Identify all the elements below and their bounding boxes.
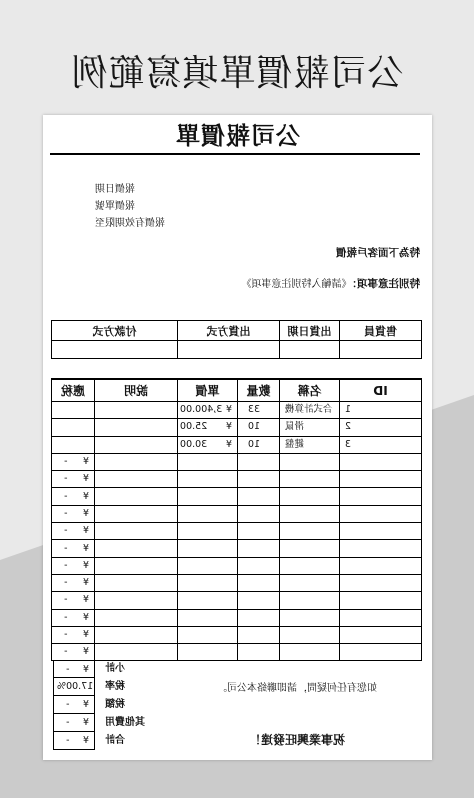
taxable-value: - [64,473,68,485]
unit-price-amount [178,402,237,418]
item-description-cell [95,488,178,505]
item-quantity-cell [238,609,280,626]
item-quantity-cell [238,523,280,540]
ship-date-header: 出貨日期 [280,321,340,341]
item-quantity-cell [238,488,280,505]
item-id-cell [340,505,422,522]
item-unit-price-cell [178,523,238,540]
item-taxable-cell [52,609,95,626]
item-taxable-cell [52,644,95,661]
other-fees-label: 其他費用 [105,717,145,728]
item-quantity-cell [238,592,280,609]
shipping-header-row [52,321,422,341]
table-row [52,557,422,574]
item-taxable-cell [52,419,95,436]
item-quantity-cell [238,540,280,557]
taxable-amount [52,627,94,643]
tax-amount-value: - [66,699,70,710]
currency-symbol: ¥ [82,629,89,640]
item-description-cell [95,505,178,522]
quote-date-label: 報價日期 [95,184,135,195]
taxable-value: - [64,456,68,468]
item-quantity-cell [238,644,280,661]
taxable-value: - [64,577,68,589]
items-body [52,402,422,661]
item-id-cell [340,644,422,661]
customer-line: 特為下面客戶報價 [336,247,420,259]
taxable-value: - [64,611,68,623]
table-row [52,471,422,488]
tax-rate-value: 17.00% [53,678,95,696]
ship-date-cell [280,341,340,359]
unit-price-value: 30.00 [180,438,208,450]
item-name-cell [280,471,340,488]
currency-symbol: ¥ [82,559,89,571]
quote-title: 公司報價單 [175,122,300,150]
item-unit-price-cell [178,505,238,522]
item-name-cell [280,523,340,540]
quote-number-label: 報價單號 [95,201,135,212]
item-id-cell [340,540,422,557]
table-row [52,488,422,505]
currency-symbol: ¥ [82,717,89,728]
ship-method-header: 出貨方式 [178,321,280,341]
quantity-header: 數量 [238,379,280,402]
item-quantity-cell [238,557,280,574]
taxable-header: 應稅 [52,379,95,402]
table-row [52,626,422,643]
unit-price-amount [178,437,237,453]
item-quantity-cell: 33 [238,402,280,419]
currency-symbol: ¥ [82,490,89,502]
item-name-cell [280,574,340,591]
item-description-cell [95,557,178,574]
item-taxable-cell [52,592,95,609]
total-value-box [53,732,95,750]
item-id-cell [340,488,422,505]
taxable-amount [52,489,94,505]
taxable-value: - [64,507,68,519]
item-taxable-cell [52,626,95,643]
item-description-cell [95,523,178,540]
item-name-cell [280,453,340,470]
item-name-cell [280,540,340,557]
taxable-amount [52,541,94,557]
tax-rate-row [52,678,178,696]
taxable-amount [52,575,94,591]
item-description-cell [95,471,178,488]
item-name-cell: 鍵盤 [280,436,340,453]
item-description-cell [95,626,178,643]
table-row [52,523,422,540]
item-taxable-cell [52,505,95,522]
item-unit-price-cell [178,402,238,419]
currency-symbol: ¥ [82,735,89,746]
item-unit-price-cell [178,419,238,436]
item-description-cell [95,574,178,591]
table-row [52,419,422,436]
other-fees-value: - [66,717,70,728]
item-name-cell [280,644,340,661]
item-unit-price-cell [178,574,238,591]
item-id-cell: 1 [340,402,422,419]
item-taxable-cell [52,453,95,470]
table-row [52,644,422,661]
currency-symbol: ¥ [225,421,232,433]
total-amount [54,732,94,749]
item-description-cell [95,436,178,453]
salesperson-header: 售貨員 [340,321,422,341]
item-id-cell: 2 [340,419,422,436]
item-unit-price-cell [178,557,238,574]
table-row [52,505,422,522]
payment-method-header: 付款方式 [52,321,178,341]
subtotal-row [52,660,178,678]
tax-amount-amount [54,696,94,713]
table-row [52,592,422,609]
items-header-row [52,379,422,402]
currency-symbol: ¥ [82,594,89,606]
contact-note: 如您有任何疑問，請即聯絡本公司。 [217,683,377,694]
currency-symbol: ¥ [225,404,232,416]
total-value: - [66,735,70,746]
item-taxable-cell [52,540,95,557]
item-id-cell [340,592,422,609]
item-unit-price-cell [178,471,238,488]
item-id-cell [340,574,422,591]
id-header: ID [340,379,422,402]
shipping-value-row [52,341,422,359]
currency-symbol: ¥ [82,699,89,710]
currency-symbol: ¥ [82,577,89,589]
page-title: 公司報價單填寫範例 [70,53,404,94]
taxable-value: - [64,629,68,640]
closing-note: 祝事業興旺發達！ [249,733,346,747]
currency-symbol: ¥ [82,646,89,658]
shipping-table [51,320,422,359]
special-notes [242,277,421,292]
currency-symbol: ¥ [82,525,89,537]
tax-amount-value-box [53,696,95,714]
item-taxable-cell [52,574,95,591]
item-name-cell [280,609,340,626]
taxable-value: - [64,646,68,658]
other-fees-value-box [53,714,95,732]
item-quantity-cell [238,453,280,470]
currency-symbol: ¥ [82,456,89,468]
summary-block [52,660,178,750]
total-label: 合計 [105,735,125,746]
special-notes-label: 特別注意事項： [346,278,420,290]
quote-info-block [95,181,224,232]
subtotal-value: - [66,664,70,675]
other-fees-amount [54,714,94,731]
taxable-amount [52,592,94,608]
item-id-cell [340,609,422,626]
item-name-cell [280,592,340,609]
currency-symbol: ¥ [82,664,89,675]
item-unit-price-cell [178,488,238,505]
item-description-cell [95,453,178,470]
subtotal-value-box [53,660,95,678]
item-name-cell [280,488,340,505]
subtotal-amount [54,661,94,678]
item-quantity-cell: 10 [238,419,280,436]
item-description-cell [95,644,178,661]
item-taxable-cell [52,523,95,540]
table-row [52,574,422,591]
item-taxable-cell [52,488,95,505]
description-header: 說明 [95,379,178,402]
item-unit-price-cell [178,609,238,626]
currency-symbol: ¥ [225,438,232,450]
item-unit-price-cell [178,540,238,557]
item-description-cell [95,419,178,436]
item-name-cell: 滑鼠 [280,419,340,436]
item-id-cell [340,471,422,488]
item-unit-price-cell [178,592,238,609]
currency-symbol: ¥ [82,473,89,485]
item-id-cell: 3 [340,436,422,453]
table-row [52,609,422,626]
taxable-value: - [64,490,68,502]
item-id-cell [340,523,422,540]
unit-price-amount [178,419,237,435]
item-unit-price-cell [178,436,238,453]
item-quantity-cell [238,626,280,643]
item-quantity-cell [238,574,280,591]
quote-valid-until-label: 報價有效期限至 [95,218,165,229]
taxable-amount [52,506,94,522]
taxable-amount [52,558,94,574]
item-description-cell [95,402,178,419]
ship-method-cell [178,341,280,359]
item-id-cell [340,453,422,470]
item-quantity-cell [238,471,280,488]
item-unit-price-cell [178,626,238,643]
title-divider [50,153,420,155]
item-taxable-cell [52,436,95,453]
taxable-amount [52,610,94,626]
table-row [52,453,422,470]
currency-symbol: ¥ [82,611,89,623]
item-id-cell [340,626,422,643]
tax-amount-row [52,696,178,714]
table-row [52,402,422,419]
item-id-cell [340,557,422,574]
item-unit-price-cell [178,644,238,661]
item-taxable-cell [52,402,95,419]
tax-amount-label: 稅額 [105,699,125,710]
total-row [52,732,178,750]
item-description-cell [95,609,178,626]
item-description-cell [95,592,178,609]
name-header: 名稱 [280,379,340,402]
currency-symbol: ¥ [82,507,89,519]
item-name-cell [280,626,340,643]
item-description-cell [95,540,178,557]
items-table [51,378,422,661]
table-row [52,436,422,453]
subtotal-label: 小計 [105,663,125,674]
taxable-amount [52,454,94,470]
unit-price-value: 3,400.00 [180,404,223,416]
currency-symbol: ¥ [82,542,89,554]
unit-price-value: 25.00 [180,421,208,433]
item-quantity-cell [238,505,280,522]
item-name-cell [280,557,340,574]
table-row [52,540,422,557]
item-unit-price-cell [178,453,238,470]
item-taxable-cell [52,471,95,488]
tax-rate-label: 稅率 [105,681,125,692]
other-fees-row [52,714,178,732]
unit-price-header: 單價 [178,379,238,402]
item-name-cell [280,505,340,522]
taxable-amount [52,523,94,539]
taxable-value: - [64,594,68,606]
item-name-cell: 合式計算機 [280,402,340,419]
taxable-value: - [64,525,68,537]
payment-method-cell [52,341,178,359]
taxable-value: - [64,542,68,554]
taxable-value: - [64,559,68,571]
salesperson-cell [340,341,422,359]
taxable-amount [52,644,94,660]
taxable-amount [52,471,94,487]
item-taxable-cell [52,557,95,574]
item-quantity-cell: 10 [238,436,280,453]
special-notes-placeholder: 《請輸入特別注意事項》 [241,279,347,290]
